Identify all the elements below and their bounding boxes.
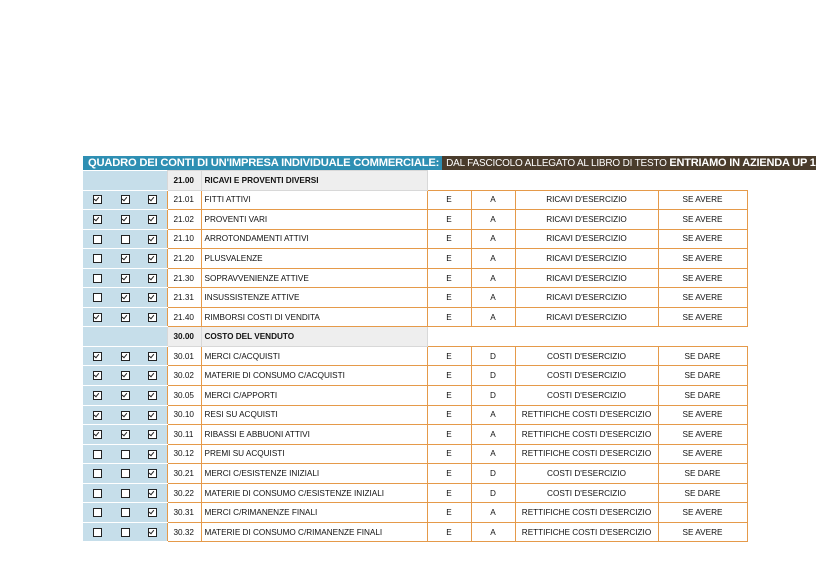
account-category: RICAVI D'ESERCIZIO xyxy=(515,268,658,288)
checkbox-cell xyxy=(111,346,139,366)
account-row xyxy=(83,210,747,230)
account-category: RICAVI D'ESERCIZIO xyxy=(515,210,658,230)
account-balance: SE DARE xyxy=(658,483,747,503)
account-code: 21.31 xyxy=(167,288,201,308)
account-name: FITTI ATTIVI xyxy=(201,190,427,210)
section-name: RICAVI E PROVENTI DIVERSI xyxy=(201,171,427,191)
account-category: RETTIFICHE COSTI D'ESERCIZIO xyxy=(515,425,658,445)
checkbox-cell xyxy=(139,483,167,503)
account-name: MATERIE DI CONSUMO C/ESISTENZE INIZIALI xyxy=(201,483,427,503)
account-nature: A xyxy=(471,249,515,269)
checkbox-cell xyxy=(139,190,167,210)
checkbox-unchecked[interactable] xyxy=(121,450,130,459)
section-code: 30.00 xyxy=(167,327,201,347)
account-code: 30.05 xyxy=(167,386,201,406)
checkbox-cell xyxy=(111,288,139,308)
account-balance: SE AVERE xyxy=(658,405,747,425)
checkbox-checked[interactable] xyxy=(148,313,157,322)
checkbox-cell xyxy=(111,503,139,523)
blank-cell xyxy=(471,327,515,347)
account-category: RICAVI D'ESERCIZIO xyxy=(515,307,658,327)
checkbox-checked[interactable] xyxy=(148,215,157,224)
checkbox-checked[interactable] xyxy=(148,352,157,361)
account-type: E xyxy=(427,405,471,425)
checkbox-cell xyxy=(83,405,111,425)
checkbox-unchecked[interactable] xyxy=(93,528,102,537)
account-row xyxy=(83,503,747,523)
account-nature: A xyxy=(471,522,515,542)
checkbox-checked[interactable] xyxy=(93,195,102,204)
checkbox-checked[interactable] xyxy=(93,371,102,380)
checkbox-checked[interactable] xyxy=(121,411,130,420)
account-balance: SE DARE xyxy=(658,346,747,366)
checkbox-cell xyxy=(83,503,111,523)
account-nature: A xyxy=(471,268,515,288)
account-nature: A xyxy=(471,307,515,327)
account-type: E xyxy=(427,483,471,503)
account-code: 30.31 xyxy=(167,503,201,523)
account-category: COSTI D'ESERCIZIO xyxy=(515,483,658,503)
checkbox-checked[interactable] xyxy=(148,274,157,283)
section-header-row xyxy=(83,171,747,191)
checkbox-cell xyxy=(83,268,111,288)
account-type: E xyxy=(427,307,471,327)
section-name: COSTO DEL VENDUTO xyxy=(201,327,427,347)
account-type: E xyxy=(427,503,471,523)
checkbox-cell xyxy=(139,405,167,425)
checkbox-unchecked[interactable] xyxy=(121,489,130,498)
checkbox-cell xyxy=(139,249,167,269)
checkbox-cell xyxy=(139,386,167,406)
account-name: PROVENTI VARI xyxy=(201,210,427,230)
account-category: COSTI D'ESERCIZIO xyxy=(515,464,658,484)
checkbox-unchecked[interactable] xyxy=(93,469,102,478)
checkbox-cell xyxy=(139,346,167,366)
account-category: RICAVI D'ESERCIZIO xyxy=(515,249,658,269)
checkbox-checked[interactable] xyxy=(148,391,157,400)
account-type: E xyxy=(427,288,471,308)
account-code: 30.10 xyxy=(167,405,201,425)
account-code: 21.40 xyxy=(167,307,201,327)
account-name: MERCI C/ACQUISTI xyxy=(201,346,427,366)
account-row xyxy=(83,190,747,210)
account-row xyxy=(83,464,747,484)
account-row xyxy=(83,444,747,464)
checkbox-checked[interactable] xyxy=(148,508,157,517)
sheet-title: QUADRO DEI CONTI DI UN'IMPRESA INDIVIDUALE COMMERCIALE: xyxy=(83,156,442,170)
checkbox-checked[interactable] xyxy=(148,489,157,498)
blank-cell xyxy=(515,327,658,347)
checkbox-cell xyxy=(83,229,111,249)
checkbox-unchecked[interactable] xyxy=(93,254,102,263)
account-type: E xyxy=(427,366,471,386)
account-code: 30.02 xyxy=(167,366,201,386)
account-category: COSTI D'ESERCIZIO xyxy=(515,366,658,386)
checkbox-cell xyxy=(83,210,111,230)
account-nature: D xyxy=(471,346,515,366)
checkbox-cell xyxy=(83,386,111,406)
checkbox-cell xyxy=(139,464,167,484)
account-code: 30.21 xyxy=(167,464,201,484)
checkbox-checked[interactable] xyxy=(93,430,102,439)
checkbox-checked[interactable] xyxy=(148,371,157,380)
checkbox-cell xyxy=(111,190,139,210)
account-name: RIBASSI E ABBUONI ATTIVI xyxy=(201,425,427,445)
account-code: 30.12 xyxy=(167,444,201,464)
checkbox-checked[interactable] xyxy=(148,195,157,204)
account-name: MERCI C/APPORTI xyxy=(201,386,427,406)
blank-cell xyxy=(658,327,747,347)
account-balance: SE DARE xyxy=(658,386,747,406)
checkbox-cell xyxy=(83,288,111,308)
account-balance: SE DARE xyxy=(658,464,747,484)
account-code: 30.22 xyxy=(167,483,201,503)
accounts-table xyxy=(83,170,748,542)
account-name: PREMI SU ACQUISTI xyxy=(201,444,427,464)
account-category: RICAVI D'ESERCIZIO xyxy=(515,190,658,210)
account-category: COSTI D'ESERCIZIO xyxy=(515,346,658,366)
checkbox-unchecked[interactable] xyxy=(121,528,130,537)
account-code: 21.02 xyxy=(167,210,201,230)
account-balance: SE DARE xyxy=(658,366,747,386)
accounts-table-body xyxy=(83,171,747,542)
checkbox-cell xyxy=(139,307,167,327)
checkbox-cell xyxy=(139,366,167,386)
account-type: E xyxy=(427,386,471,406)
checkbox-checked[interactable] xyxy=(148,293,157,302)
checkbox-cell xyxy=(83,483,111,503)
account-nature: A xyxy=(471,288,515,308)
account-name: SOPRAVVENIENZE ATTIVE xyxy=(201,268,427,288)
account-code: 30.32 xyxy=(167,522,201,542)
checkbox-cell xyxy=(83,366,111,386)
account-balance: SE AVERE xyxy=(658,268,747,288)
account-name: PLUSVALENZE xyxy=(201,249,427,269)
checkbox-checked[interactable] xyxy=(121,391,130,400)
account-type: E xyxy=(427,210,471,230)
checkbox-cell xyxy=(111,386,139,406)
account-balance: SE AVERE xyxy=(658,249,747,269)
checkbox-cell xyxy=(83,522,111,542)
account-type: E xyxy=(427,464,471,484)
checkbox-checked[interactable] xyxy=(93,215,102,224)
checkbox-cell xyxy=(111,366,139,386)
checkbox-cell-empty xyxy=(83,327,111,347)
checkbox-cell xyxy=(83,425,111,445)
account-row xyxy=(83,307,747,327)
account-row xyxy=(83,249,747,269)
checkbox-checked[interactable] xyxy=(148,430,157,439)
account-balance: SE AVERE xyxy=(658,307,747,327)
account-nature: D xyxy=(471,366,515,386)
checkbox-cell xyxy=(139,229,167,249)
account-name: MERCI C/ESISTENZE INIZIALI xyxy=(201,464,427,484)
checkbox-unchecked[interactable] xyxy=(121,508,130,517)
checkbox-cell xyxy=(139,444,167,464)
checkbox-cell xyxy=(83,346,111,366)
checkbox-cell-empty xyxy=(139,171,167,191)
account-category: RETTIFICHE COSTI D'ESERCIZIO xyxy=(515,522,658,542)
account-category: RICAVI D'ESERCIZIO xyxy=(515,229,658,249)
section-header-row xyxy=(83,327,747,347)
checkbox-unchecked[interactable] xyxy=(93,274,102,283)
checkbox-checked[interactable] xyxy=(148,450,157,459)
checkbox-unchecked[interactable] xyxy=(93,235,102,244)
checkbox-cell xyxy=(111,268,139,288)
checkbox-cell xyxy=(111,210,139,230)
checkbox-checked[interactable] xyxy=(121,352,130,361)
account-row xyxy=(83,483,747,503)
checkbox-unchecked[interactable] xyxy=(121,469,130,478)
checkbox-unchecked[interactable] xyxy=(121,235,130,244)
account-code: 30.11 xyxy=(167,425,201,445)
account-row xyxy=(83,268,747,288)
blank-cell xyxy=(471,171,515,191)
checkbox-checked[interactable] xyxy=(121,195,130,204)
checkbox-checked[interactable] xyxy=(93,391,102,400)
section-code: 21.00 xyxy=(167,171,201,191)
account-name: RESI SU ACQUISTI xyxy=(201,405,427,425)
account-balance: SE AVERE xyxy=(658,425,747,445)
account-category: RETTIFICHE COSTI D'ESERCIZIO xyxy=(515,444,658,464)
account-balance: SE AVERE xyxy=(658,190,747,210)
account-nature: A xyxy=(471,190,515,210)
checkbox-cell xyxy=(111,249,139,269)
account-nature: A xyxy=(471,229,515,249)
checkbox-cell-empty xyxy=(83,171,111,191)
checkbox-unchecked[interactable] xyxy=(93,293,102,302)
account-code: 21.01 xyxy=(167,190,201,210)
checkbox-cell xyxy=(139,288,167,308)
checkbox-checked[interactable] xyxy=(148,254,157,263)
blank-cell xyxy=(427,171,471,191)
account-row xyxy=(83,522,747,542)
checkbox-unchecked[interactable] xyxy=(93,489,102,498)
checkbox-cell xyxy=(111,464,139,484)
account-type: E xyxy=(427,522,471,542)
checkbox-checked[interactable] xyxy=(93,313,102,322)
account-name: MATERIE DI CONSUMO C/ACQUISTI xyxy=(201,366,427,386)
checkbox-checked[interactable] xyxy=(148,235,157,244)
checkbox-cell xyxy=(111,522,139,542)
checkbox-checked[interactable] xyxy=(93,352,102,361)
account-code: 21.30 xyxy=(167,268,201,288)
account-type: E xyxy=(427,249,471,269)
blank-cell xyxy=(658,171,747,191)
account-name: MATERIE DI CONSUMO C/RIMANENZE FINALI xyxy=(201,522,427,542)
blank-cell xyxy=(515,171,658,191)
checkbox-checked[interactable] xyxy=(148,469,157,478)
account-row xyxy=(83,405,747,425)
checkbox-cell xyxy=(139,522,167,542)
header-banner xyxy=(83,156,816,170)
checkbox-cell-empty xyxy=(111,327,139,347)
checkbox-cell xyxy=(139,503,167,523)
checkbox-cell xyxy=(111,444,139,464)
account-nature: D xyxy=(471,386,515,406)
checkbox-checked[interactable] xyxy=(93,411,102,420)
account-nature: A xyxy=(471,210,515,230)
account-name: ARROTONDAMENTI ATTIVI xyxy=(201,229,427,249)
account-category: RICAVI D'ESERCIZIO xyxy=(515,288,658,308)
checkbox-cell xyxy=(83,444,111,464)
checkbox-checked[interactable] xyxy=(121,215,130,224)
checkbox-cell xyxy=(111,307,139,327)
account-type: E xyxy=(427,229,471,249)
account-balance: SE AVERE xyxy=(658,444,747,464)
checkbox-cell xyxy=(139,210,167,230)
account-nature: A xyxy=(471,444,515,464)
account-type: E xyxy=(427,268,471,288)
checkbox-cell xyxy=(83,307,111,327)
checkbox-cell xyxy=(83,464,111,484)
blank-cell xyxy=(427,327,471,347)
account-row xyxy=(83,386,747,406)
account-name: MERCI C/RIMANENZE FINALI xyxy=(201,503,427,523)
account-nature: D xyxy=(471,483,515,503)
checkbox-unchecked[interactable] xyxy=(93,508,102,517)
account-nature: A xyxy=(471,405,515,425)
account-row xyxy=(83,366,747,386)
account-name: INSUSSISTENZE ATTIVE xyxy=(201,288,427,308)
account-row xyxy=(83,425,747,445)
account-type: E xyxy=(427,190,471,210)
account-row xyxy=(83,229,747,249)
account-balance: SE AVERE xyxy=(658,522,747,542)
account-type: E xyxy=(427,346,471,366)
checkbox-cell-empty xyxy=(111,171,139,191)
checkbox-checked[interactable] xyxy=(148,528,157,537)
checkbox-checked[interactable] xyxy=(121,293,130,302)
account-category: COSTI D'ESERCIZIO xyxy=(515,386,658,406)
account-row xyxy=(83,288,747,308)
account-category: RETTIFICHE COSTI D'ESERCIZIO xyxy=(515,503,658,523)
checkbox-cell xyxy=(139,268,167,288)
source-note xyxy=(442,156,816,170)
checkbox-cell xyxy=(139,425,167,445)
account-nature: A xyxy=(471,425,515,445)
account-balance: SE AVERE xyxy=(658,210,747,230)
account-code: 30.01 xyxy=(167,346,201,366)
account-code: 21.20 xyxy=(167,249,201,269)
checkbox-cell xyxy=(111,229,139,249)
checkbox-cell xyxy=(111,425,139,445)
checkbox-checked[interactable] xyxy=(148,411,157,420)
checkbox-cell xyxy=(111,483,139,503)
account-row xyxy=(83,346,747,366)
checkbox-checked[interactable] xyxy=(121,313,130,322)
checkbox-cell xyxy=(83,190,111,210)
account-type: E xyxy=(427,425,471,445)
account-category: RETTIFICHE COSTI D'ESERCIZIO xyxy=(515,405,658,425)
checkbox-checked[interactable] xyxy=(121,254,130,263)
checkbox-cell xyxy=(83,249,111,269)
account-balance: SE AVERE xyxy=(658,288,747,308)
account-type: E xyxy=(427,444,471,464)
checkbox-checked[interactable] xyxy=(121,371,130,380)
account-nature: A xyxy=(471,503,515,523)
checkbox-cell-empty xyxy=(139,327,167,347)
account-balance: SE AVERE xyxy=(658,503,747,523)
account-nature: D xyxy=(471,464,515,484)
account-balance: SE AVERE xyxy=(658,229,747,249)
chart-of-accounts-sheet xyxy=(83,156,816,542)
account-name: RIMBORSI COSTI DI VENDITA xyxy=(201,307,427,327)
checkbox-cell xyxy=(111,405,139,425)
checkbox-checked[interactable] xyxy=(121,430,130,439)
source-book-title: ENTRIAMO IN AZIENDA UP 1 xyxy=(669,157,816,169)
source-prefix: DAL FASCICOLO ALLEGATO AL LIBRO DI TESTO xyxy=(446,158,667,169)
account-code: 21.10 xyxy=(167,229,201,249)
checkbox-checked[interactable] xyxy=(121,274,130,283)
checkbox-unchecked[interactable] xyxy=(93,450,102,459)
